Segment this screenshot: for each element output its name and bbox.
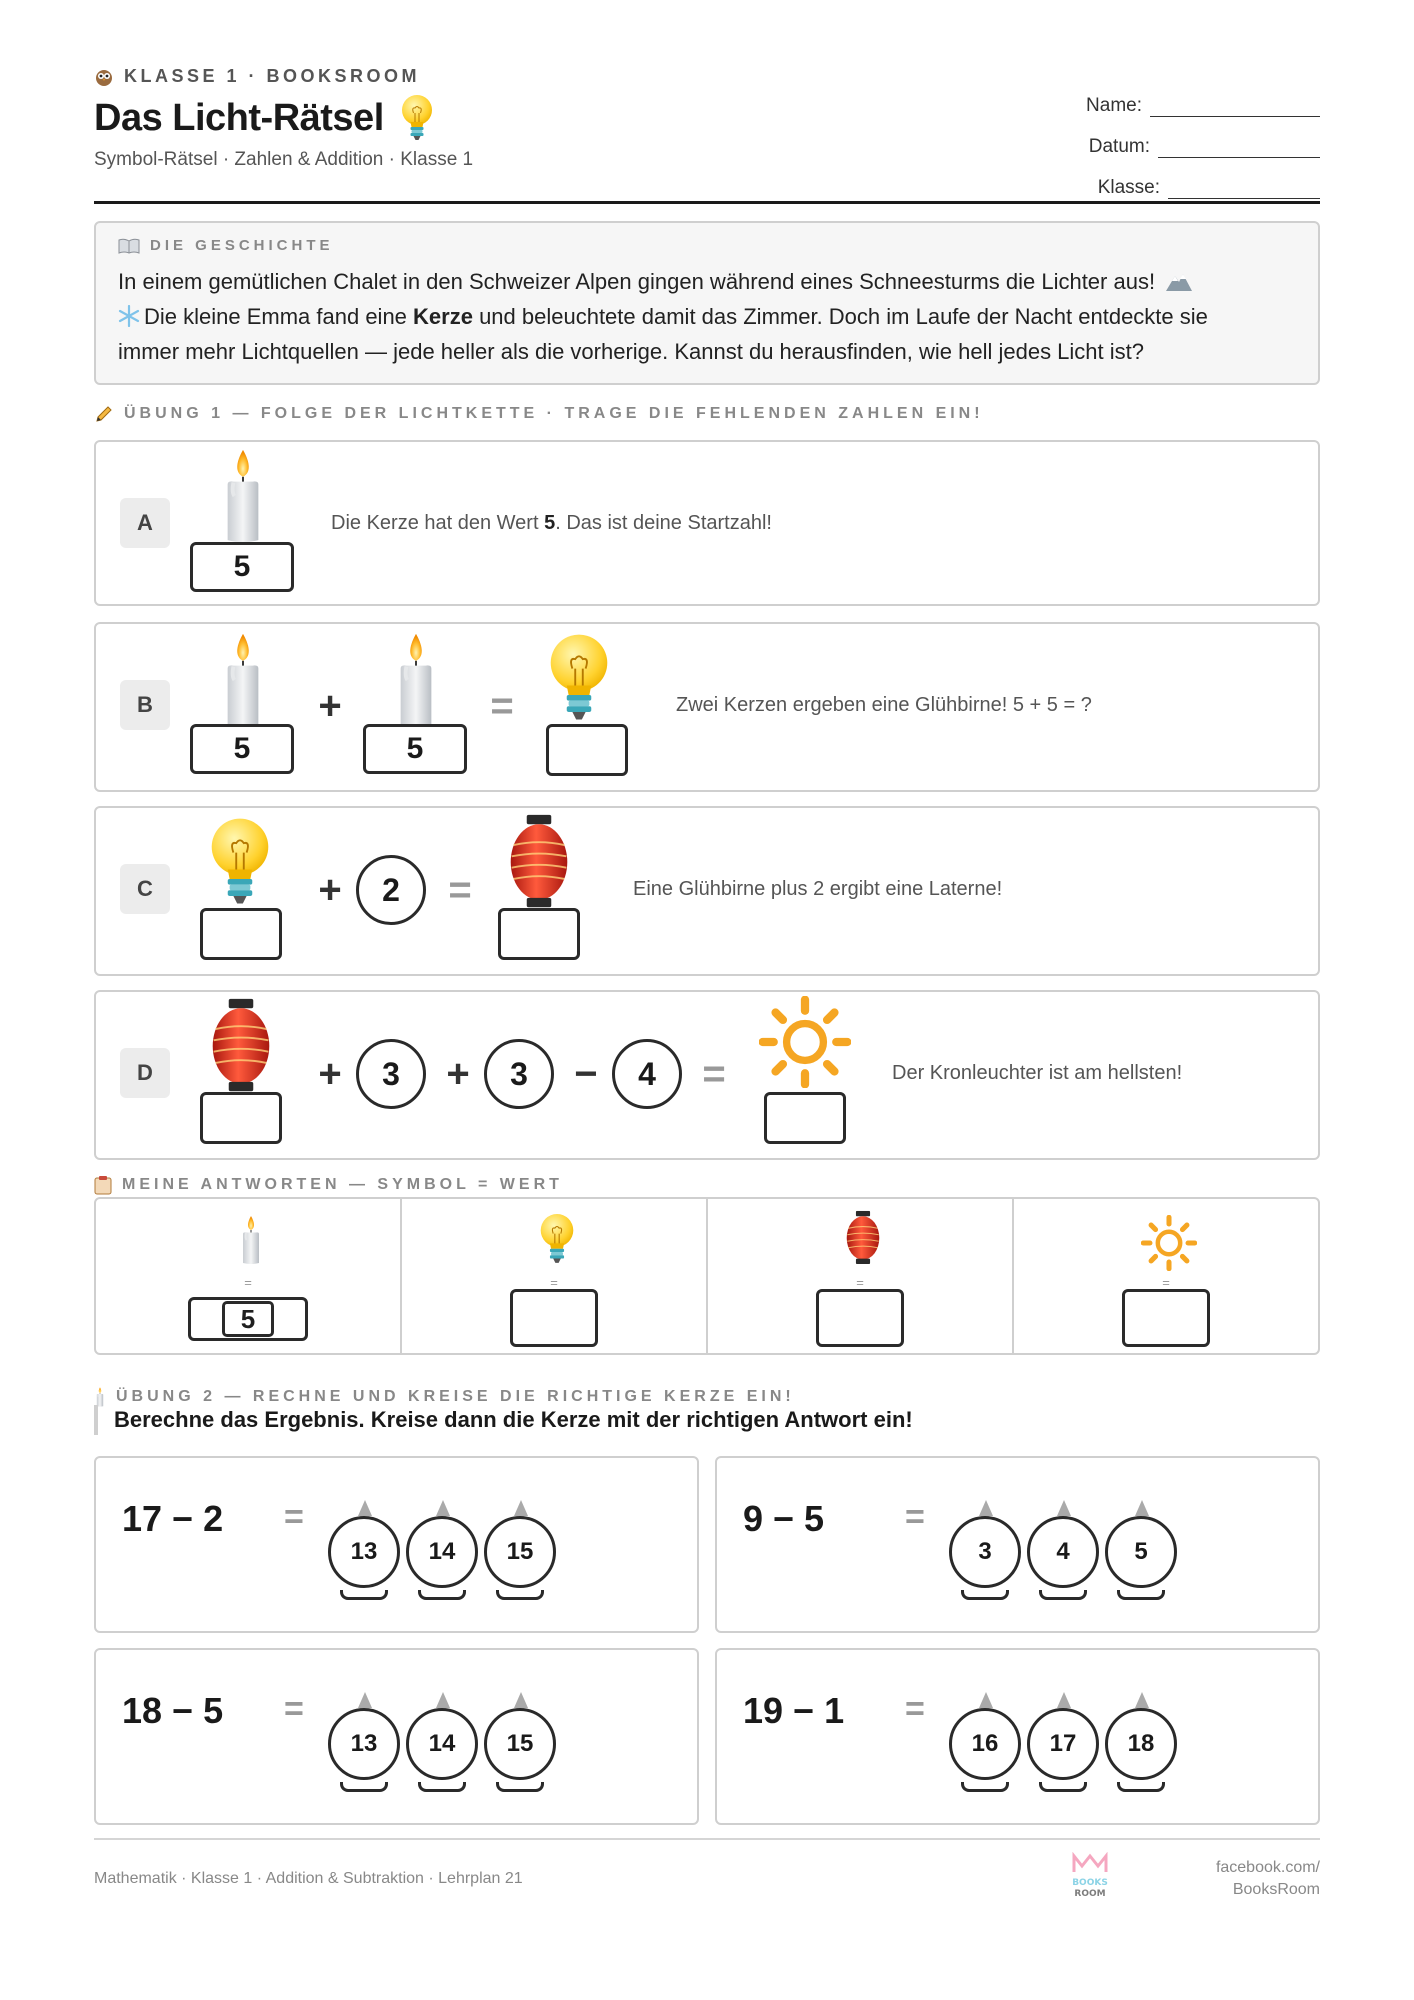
answers-heading-text: MEINE ANTWORTEN — SYMBOL = WERT (122, 1176, 563, 1193)
task2-card (715, 1648, 1320, 1825)
row-a-hint-c: . Das ist deine Startzahl! (555, 512, 772, 534)
flame-icon (514, 1692, 528, 1708)
snowflake-icon (118, 305, 140, 327)
booksroom-logo (1070, 1852, 1110, 1900)
footer-rule (94, 1838, 1320, 1840)
footer-right (1216, 1857, 1320, 1901)
candle-base (1117, 1590, 1165, 1600)
flame-icon (1135, 1500, 1149, 1516)
task2-heading (94, 1387, 795, 1407)
candle-base (1039, 1782, 1087, 1792)
candle-base (496, 1590, 544, 1600)
candle-option[interactable] (406, 1692, 478, 1792)
candle-base (961, 1782, 1009, 1792)
row-b-hint: Zwei Kerzen ergeben eine Glühbirne! 5 + 5 = ? (676, 694, 1092, 716)
task2-card (715, 1456, 1320, 1633)
candle-option-value: 15 (484, 1516, 556, 1588)
mountain-icon (1165, 270, 1193, 292)
candle-base (340, 1590, 388, 1600)
owl-icon (94, 67, 114, 87)
svg-text:ROOM: ROOM (1074, 1889, 1106, 1899)
candle-option-value: 17 (1027, 1708, 1099, 1780)
lightbulb-icon (398, 93, 436, 143)
student-fields (1086, 76, 1320, 199)
number-circle: 3 (484, 1039, 554, 1109)
equals-sign: = (1162, 1275, 1170, 1290)
flame-icon (1057, 1692, 1071, 1708)
candle-option-value: 14 (406, 1516, 478, 1588)
row-a-hint-b: 5 (544, 512, 556, 534)
answer-box-lantern[interactable] (816, 1289, 904, 1347)
task2-expression: 19 − 1 (743, 1690, 845, 1731)
class-field[interactable] (1086, 158, 1320, 199)
story-line-1: In einem gemütlichen Chalet in den Schweizer Alpen gingen während eines Schneesturms die Lichter aus! (118, 269, 1156, 294)
clipboard-icon (94, 1175, 112, 1195)
candle-base (418, 1590, 466, 1600)
candle-option-value: 13 (328, 1708, 400, 1780)
answers-table (94, 1197, 1320, 1355)
row-b (94, 622, 1320, 792)
row-a-hint (331, 512, 772, 535)
sun-icon (759, 996, 851, 1088)
candle-option[interactable] (1027, 1500, 1099, 1600)
page-title: Das Licht-Rätsel (94, 96, 384, 139)
number-circle: 4 (612, 1039, 682, 1109)
candle-base (1039, 1590, 1087, 1600)
sun-icon (1141, 1215, 1197, 1271)
pencil-icon (94, 404, 114, 424)
flame-icon (979, 1500, 993, 1516)
date-label: Datum: (1088, 136, 1150, 157)
candle-option[interactable] (328, 1692, 400, 1792)
svg-text:BOOKS: BOOKS (1072, 1878, 1108, 1888)
answer-cell-sun (1014, 1199, 1318, 1353)
answer-box-sun[interactable] (1122, 1289, 1210, 1347)
flame-icon (514, 1500, 528, 1516)
answer-box-candle[interactable] (188, 1297, 308, 1341)
row-a-candle-value: 5 (190, 542, 294, 592)
row-b-value-2: 5 (363, 724, 467, 774)
lightbulb-icon (538, 1209, 576, 1269)
story-line-2c: und beleuchtete damit das Zimmer. Doch im Laufe der Nacht entdeckte sie (472, 304, 1208, 329)
equals-sign: = (284, 1690, 304, 1728)
candle-option-value: 13 (328, 1516, 400, 1588)
footer-right-line-2: BooksRoom (1232, 1881, 1320, 1898)
row-b-answer-box[interactable] (546, 724, 628, 776)
answer-cell-bulb (402, 1199, 708, 1353)
flame-icon (358, 1500, 372, 1516)
row-a (94, 440, 1320, 606)
candle-option[interactable] (1105, 1692, 1177, 1792)
story-line-3: immer mehr Lichtquellen — jede heller als die vorherige. Kannst du herausfinden, wie hell jedes Licht ist? (118, 339, 1144, 364)
kicker (94, 66, 473, 87)
candle-option[interactable] (328, 1500, 400, 1600)
row-d-sun-box[interactable] (764, 1092, 846, 1144)
minus-sign: − (574, 1052, 598, 1096)
plus-sign: + (446, 1052, 470, 1096)
candle-icon (214, 632, 272, 728)
candle-option[interactable] (1105, 1500, 1177, 1600)
candle-option-value: 16 (949, 1708, 1021, 1780)
row-a-badge: A (120, 498, 170, 548)
row-c-hint: Eine Glühbirne plus 2 ergibt eine Laterne! (633, 878, 1003, 900)
candle-option[interactable] (1027, 1692, 1099, 1792)
flame-icon (436, 1692, 450, 1708)
candle-option-value: 18 (1105, 1708, 1177, 1780)
footer-left: Mathematik · Klasse 1 · Addition & Subtraktion · Lehrplan 21 (94, 1870, 523, 1887)
candle-base (418, 1782, 466, 1792)
task2-expression: 17 − 2 (122, 1498, 224, 1539)
row-d (94, 990, 1320, 1160)
task1-heading-text: ÜBUNG 1 — FOLGE DER LICHTKETTE · TRAGE DIE FEHLENDEN ZAHLEN EIN! (124, 405, 984, 422)
name-label: Name: (1086, 95, 1142, 116)
candle-base (1117, 1782, 1165, 1792)
equals-sign: = (284, 1498, 304, 1536)
task2-instruction: Berechne das Ergebnis. Kreise dann die Kerze mit der richtigen Antwort ein! (94, 1405, 913, 1435)
lightbulb-icon (546, 630, 612, 726)
class-label: Klasse: (1097, 177, 1160, 198)
lantern-icon (208, 998, 274, 1094)
task2-heading-text: ÜBUNG 2 — RECHNE UND KREISE DIE RICHTIGE KERZE EIN! (116, 1388, 795, 1405)
answers-heading (94, 1175, 563, 1195)
row-d-hint: Der Kronleuchter ist am hellsten! (892, 1062, 1183, 1084)
kicker-text: KLASSE 1 · BOOKSROOM (124, 66, 421, 86)
candle-icon (236, 1211, 266, 1269)
flame-icon (1135, 1692, 1149, 1708)
equals-sign: = (550, 1275, 558, 1290)
candle-option[interactable] (949, 1692, 1021, 1792)
equals-sign: = (244, 1275, 252, 1290)
lantern-icon (844, 1207, 882, 1269)
row-c-lantern-box[interactable] (498, 908, 580, 960)
row-a-hint-a: Die Kerze hat den Wert (331, 512, 545, 534)
candle-base (340, 1782, 388, 1792)
candle-option[interactable] (406, 1500, 478, 1600)
header (94, 66, 473, 171)
plus-sign: + (318, 684, 342, 728)
footer-right-line-1: facebook.com/ (1215, 1859, 1320, 1876)
page-subtitle: Symbol-Rätsel · Zahlen & Addition · Klasse 1 (94, 149, 474, 170)
row-c-bulb-box[interactable] (200, 908, 282, 960)
story-line-2a: Die kleine Emma fand eine (144, 304, 414, 329)
task1-heading (94, 404, 984, 424)
candle-base (496, 1782, 544, 1792)
candle-option-value: 3 (949, 1516, 1021, 1588)
story-box (94, 221, 1320, 385)
number-circle: 3 (356, 1039, 426, 1109)
name-field[interactable] (1086, 76, 1320, 117)
story-text (118, 264, 1296, 369)
plus-sign: + (318, 868, 342, 912)
candle-option-value: 14 (406, 1708, 478, 1780)
flame-icon (979, 1692, 993, 1708)
flame-icon (1057, 1500, 1071, 1516)
story-line-2b: Kerze (413, 304, 473, 329)
number-circle: 2 (356, 855, 426, 925)
row-d-badge: D (120, 1048, 170, 1098)
candle-value: 5 (222, 1301, 274, 1337)
candle-option[interactable] (949, 1500, 1021, 1600)
equals-sign: = (856, 1275, 864, 1290)
answer-cell-candle (96, 1199, 402, 1353)
story-heading-text: DIE GESCHICHTE (150, 237, 334, 254)
equals-sign: = (448, 868, 472, 912)
candle-icon (387, 632, 445, 728)
row-b-value-1: 5 (190, 724, 294, 774)
plus-sign: + (318, 1052, 342, 1096)
flame-icon (358, 1692, 372, 1708)
candle-option-value: 5 (1105, 1516, 1177, 1588)
candle-option-value: 4 (1027, 1516, 1099, 1588)
task2-card (94, 1648, 699, 1825)
book-icon (118, 238, 140, 254)
lightbulb-icon (207, 814, 273, 910)
candle-icon (214, 448, 272, 544)
row-c (94, 806, 1320, 976)
task2-expression: 9 − 5 (743, 1498, 825, 1539)
candle-option-value: 15 (484, 1708, 556, 1780)
equals-sign: = (905, 1498, 925, 1536)
candle-base (961, 1590, 1009, 1600)
flame-icon (436, 1500, 450, 1516)
row-c-badge: C (120, 864, 170, 914)
equals-sign: = (702, 1052, 726, 1096)
row-b-badge: B (120, 680, 170, 730)
task2-card (94, 1456, 699, 1633)
candle-icon (94, 1387, 106, 1407)
row-d-lantern-box[interactable] (200, 1092, 282, 1144)
header-rule (94, 201, 1320, 204)
lantern-icon (506, 814, 572, 910)
candle-option[interactable] (484, 1500, 556, 1600)
story-heading (118, 237, 1296, 254)
answer-cell-lantern (708, 1199, 1014, 1353)
date-field[interactable] (1086, 117, 1320, 158)
equals-sign: = (490, 684, 514, 728)
answer-box-bulb[interactable] (510, 1289, 598, 1347)
candle-option[interactable] (484, 1692, 556, 1792)
equals-sign: = (905, 1690, 925, 1728)
task2-expression: 18 − 5 (122, 1690, 224, 1731)
